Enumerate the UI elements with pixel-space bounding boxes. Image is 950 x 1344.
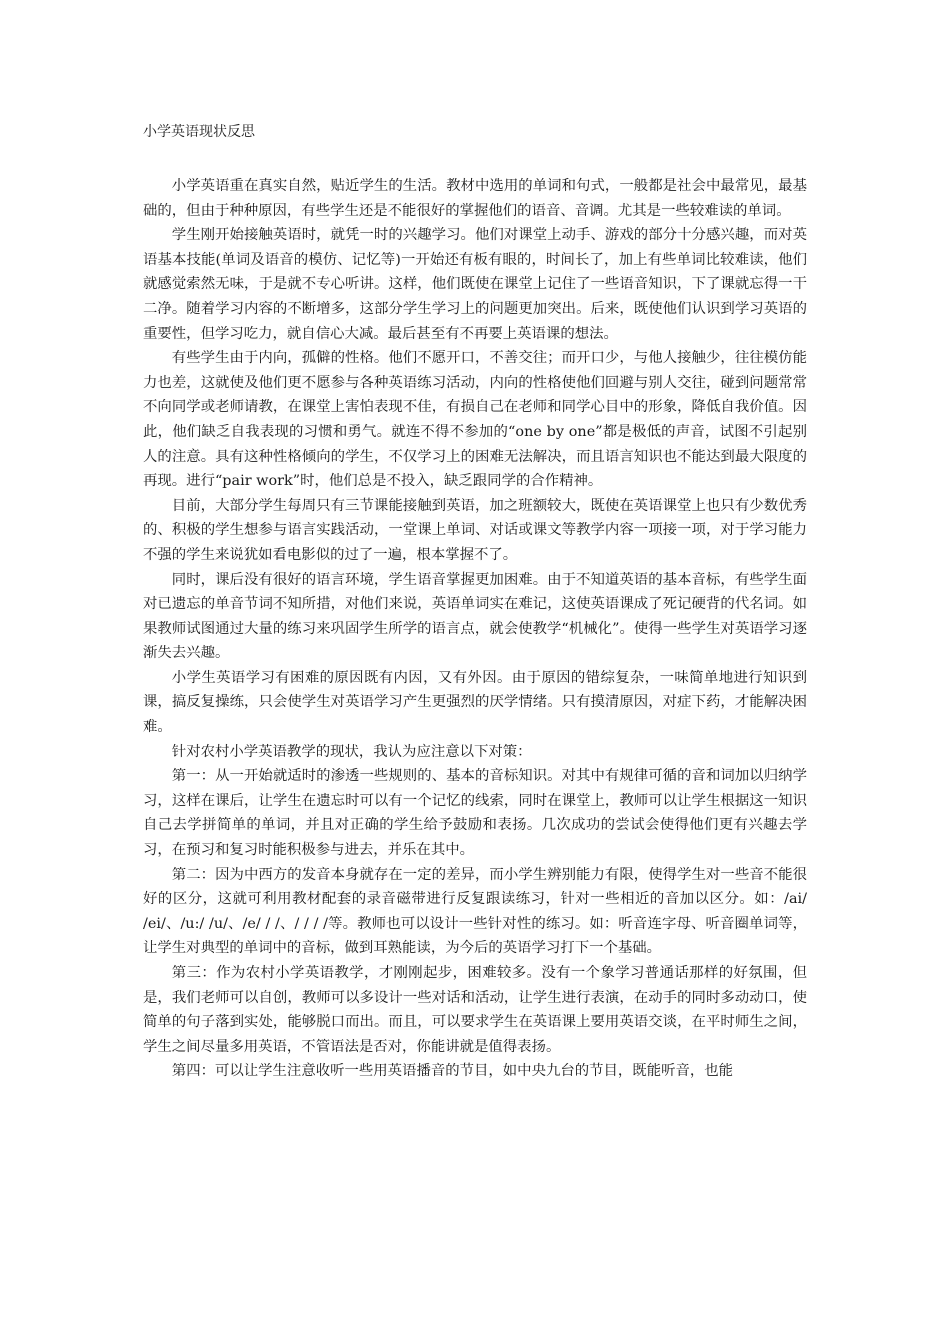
- paragraph-1: 小学英语重在真实自然，贴近学生的生活。教材中选用的单词和句式，一般都是社会中最常见，最基础的，但由于种种原因，有些学生还是不能很好的掌握他们的语音、音调。尤其是一些较难读的单词。: [143, 178, 807, 219]
- paragraph-9: 第二：因为中西方的发音本身就存在一定的差异，而小学生辨别能力有限，使得学生对一些音不能很好的区分，这就可利用教材配套的录音磁带进行反复跟读练习，针对一些相近的音加以区分。如：/ai/ /ei/、/u:/ /u/、/e/ / /、/ / / /等。教师也可以设计一些针对性的练习。如：听音连字母、听音圈单词等，让学生对典型的单词中的音标，做到耳熟能读，为今后的英语学习打下一个基础。: [143, 866, 807, 957]
- paragraph-2: 学生刚开始接触英语时，就凭一时的兴趣学习。他们对课堂上动手、游戏的部分十分感兴趣，而对英语基本技能(单词及语音的模仿、记忆等)一开始还有板有眼的，时间长了，加上有些单词比较难读，他们就感觉索然无味，于是就不专心听讲。这样，他们既使在课堂上记住了一些语音知识，下了课就忘得一干二净。随着学习内容的不断增多，这部分学生学习上的问题更加突出。后来，既使他们认识到学习英语的重要性，但学习吃力，就自信心大减。最后甚至有不再要上英语课的想法。: [143, 227, 807, 342]
- paragraph-5: 同时，课后没有很好的语言环境，学生语音掌握更加困难。由于不知道英语的基本音标，有些学生面对已遗忘的单音节词不知所措，对他们来说，英语单词实在难记，这使英语课成了死记硬背的代名词。如果教师试图通过大量的练习来巩固学生所学的语言点，就会使教学“机械化”。使得一些学生对英语学习逐渐失去兴趣。: [143, 571, 807, 662]
- paragraph-7: 针对农村小学英语教学的现状，我认为应注意以下对策：: [171, 743, 532, 760]
- paragraph-11: 第四：可以让学生注意收听一些用英语播音的节目，如中央九台的节目，既能听音，也能: [171, 1063, 734, 1080]
- document-title: 小学英语现状反思: [143, 124, 255, 140]
- paragraph-3: 有些学生由于内向，孤僻的性格。他们不愿开口，不善交往；而开口少，与他人接触少，往往模仿能力也差，这就使及他们更不愿参与各种英语练习活动，内向的性格使他们回避与别人交往，碰到问题常常不向同学或老师请教，在课堂上害怕表现不佳，有损自己在老师和同学心目中的形象，降低自我价值。因此，他们缺乏自我表现的习惯和勇气。就连不得不参加的“one by one”都是极低的声音，试图不引起别人的注意。具有这种性格倾向的学生，不仅学习上的困难无法解决，而且语言知识也不能达到最大限度的再现。进行“pair work”时，他们总是不投入，缺乏跟同学的合作精神。: [143, 350, 807, 490]
- paragraph-10: 第三：作为农村小学英语教学，才刚刚起步，困难较多。没有一个象学习普通话那样的好氛围，但是，我们老师可以自创，教师可以多设计一些对话和活动，让学生进行表演，在动手的同时多动动口，使简单的句子落到实处，能够脱口而出。而且，可以要求学生在英语课上要用英语交谈，在平时师生之间，学生之间尽量多用英语，不管语法是否对，你能讲就是值得表扬。: [143, 965, 807, 1055]
- paragraph-4: 目前，大部分学生每周只有三节课能接触到英语，加之班额较大，既使在英语课堂上也只有少数优秀的、积极的学生想参与语言实践活动，一堂课上单词、对话或课文等教学内容一项接一项，对于学习能力不强的学生来说犹如看电影似的过了一遍，根本掌握不了。: [143, 497, 807, 563]
- document-body: [143, 122, 807, 1084]
- paragraph-8: 第一：从一开始就适时的渗透一些规则的、基本的音标知识。对其中有规律可循的音和词加以归纳学习，这样在课后，让学生在遗忘时可以有一个记忆的线索，同时在课堂上，教师可以让学生根据这一知识自己去学拼简单的单词，并且对正确的学生给予鼓励和表扬。几次成功的尝试会使得他们更有兴趣去学习，在预习和复习时能积极参与进去，并乐在其中。: [143, 768, 807, 859]
- paragraph-6: 小学生英语学习有困难的原因既有内因，又有外因。由于原因的错综复杂，一味简单地进行知识到课，搞反复操练，只会使学生对英语学习产生更强烈的厌学情绪。只有摸清原因，对症下药，才能解决困难。: [143, 669, 807, 736]
